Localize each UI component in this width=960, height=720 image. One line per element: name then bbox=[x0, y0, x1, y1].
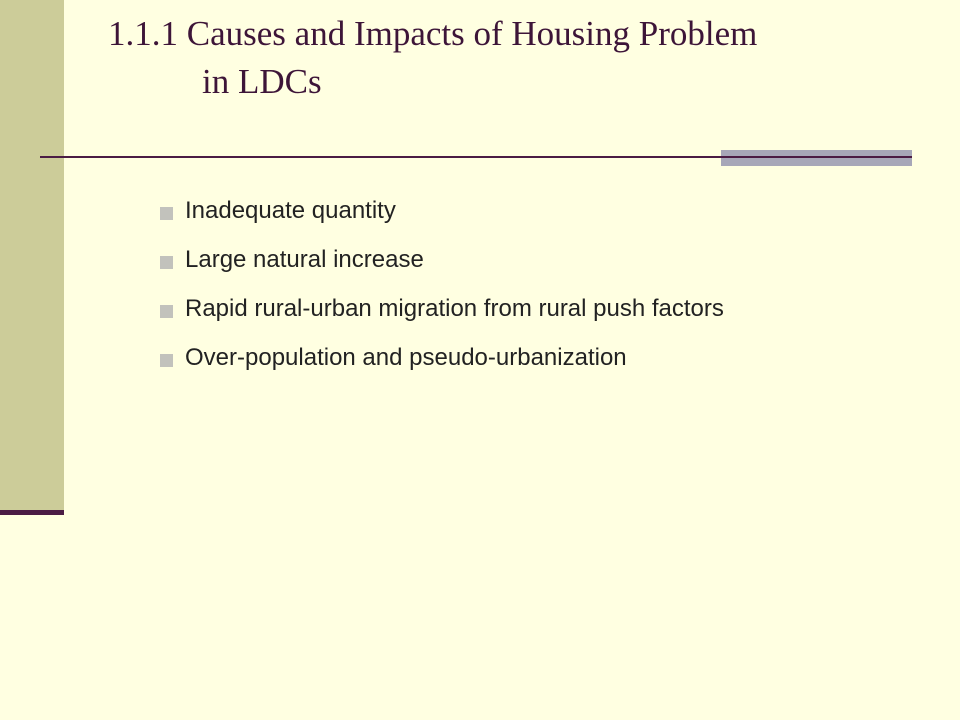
bullet-list bbox=[160, 196, 880, 392]
title-line-2: in LDCs bbox=[202, 62, 322, 101]
bullet-text: Over-population and pseudo-urbanization bbox=[185, 344, 627, 371]
bullet-text: Large natural increase bbox=[185, 246, 424, 273]
bullet-item bbox=[160, 294, 880, 324]
slide-title bbox=[108, 10, 938, 106]
bullet-text: Rapid rural-urban migration from rural push factors bbox=[185, 295, 724, 322]
square-bullet-icon bbox=[160, 354, 173, 367]
bullet-item bbox=[160, 196, 880, 226]
bullet-item bbox=[160, 245, 880, 275]
title-line-1: 1.1.1 Causes and Impacts of Housing Problem bbox=[108, 14, 758, 53]
bullet-item bbox=[160, 343, 880, 373]
square-bullet-icon bbox=[160, 207, 173, 220]
left-band-base-line bbox=[0, 510, 64, 515]
bullet-text: Inadequate quantity bbox=[185, 197, 396, 224]
title-divider-accent-bar bbox=[721, 150, 912, 166]
square-bullet-icon bbox=[160, 256, 173, 269]
left-accent-band bbox=[0, 0, 64, 512]
square-bullet-icon bbox=[160, 305, 173, 318]
title-divider-accent-line bbox=[721, 156, 912, 158]
